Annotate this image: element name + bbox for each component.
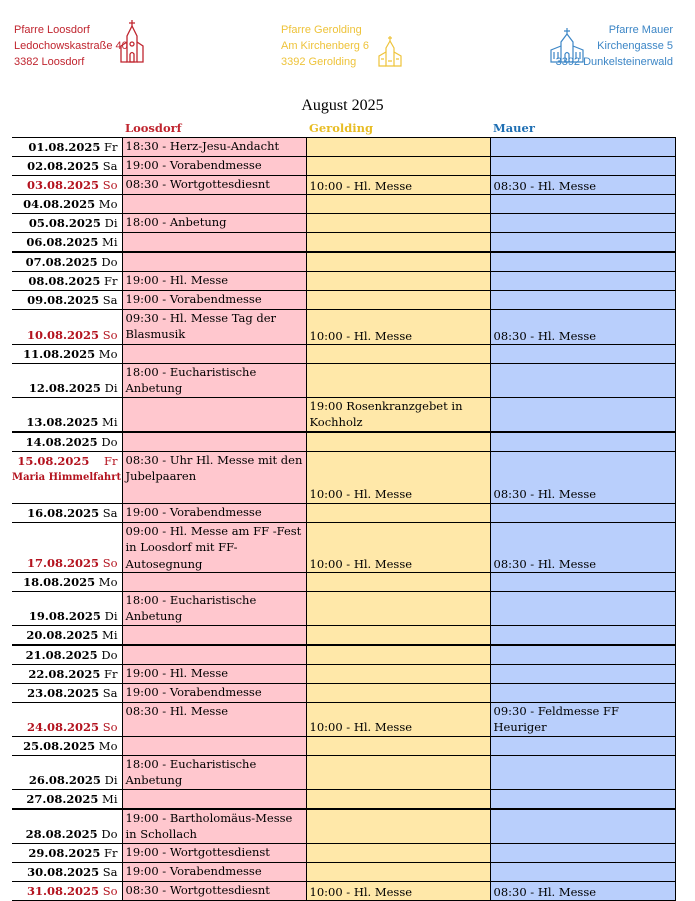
mauer-event-cell [490, 398, 675, 432]
date-cell [12, 364, 122, 398]
table-row [12, 626, 675, 646]
mauer-event-cell [490, 863, 675, 882]
gerolding-event-cell [306, 503, 490, 522]
loosdorf-event-cell [122, 432, 306, 452]
column-header-mauer: Mauer [493, 121, 535, 135]
mauer-event-cell [490, 573, 675, 592]
date-text: 19.08.2025 [28, 609, 101, 624]
gerolding-event-cell [306, 214, 490, 233]
gerolding-event-cell [306, 291, 490, 310]
table-row [12, 703, 675, 737]
table-row [12, 364, 675, 398]
schedule-table [12, 137, 676, 901]
mauer-event-cell [490, 252, 675, 272]
weekday-text: Fr [104, 140, 118, 154]
table-row [12, 345, 675, 364]
weekday-text: Do [101, 255, 118, 269]
date-cell [12, 665, 122, 684]
loosdorf-event-cell [122, 252, 306, 272]
mauer-event-cell [490, 755, 675, 789]
mauer-event-cell [490, 214, 675, 233]
loosdorf-event-cell [122, 645, 306, 665]
loosdorf-event-cell [122, 233, 306, 253]
gerolding-event-cell [306, 863, 490, 882]
mauer-event-cell [490, 645, 675, 665]
mauer-event-cell [490, 272, 675, 291]
mauer-event-cell [490, 684, 675, 703]
table-row [12, 233, 675, 253]
mauer-event-cell: 08:30 - Hl. Messe [490, 451, 675, 503]
gerolding-event-cell [306, 684, 490, 703]
date-text: 05.08.2025 [28, 216, 101, 230]
weekday-text: Sa [102, 293, 118, 307]
header-mauer-line2: Kirchengasse 5 [597, 40, 673, 52]
date-cell [12, 863, 122, 882]
weekday-text: Do [101, 827, 118, 842]
header-loosdorf [14, 22, 128, 70]
date-cell [12, 310, 122, 345]
date-cell [12, 573, 122, 592]
table-row [12, 157, 675, 176]
date-text: 27.08.2025 [26, 791, 99, 806]
gerolding-event-cell [306, 809, 490, 844]
gerolding-event-cell: 10:00 - Hl. Messe [306, 451, 490, 503]
date-text: 03.08.2025 [27, 178, 100, 192]
table-row [12, 592, 675, 626]
header-mauer-line3: 3392 Dunkelsteinerwald [555, 56, 673, 68]
table-row [12, 398, 675, 432]
date-text: 04.08.2025 [23, 197, 96, 211]
loosdorf-event-cell: 19:00 - Vorabendmesse [122, 863, 306, 882]
loosdorf-event-cell [122, 573, 306, 592]
loosdorf-event-cell [122, 345, 306, 364]
loosdorf-event-cell [122, 195, 306, 214]
weekday-text: Do [101, 648, 118, 663]
gerolding-event-cell: 10:00 - Hl. Messe [306, 310, 490, 345]
date-cell [12, 233, 122, 253]
mauer-event-cell [490, 665, 675, 684]
table-row [12, 176, 675, 195]
date-text: 20.08.2025 [26, 628, 99, 643]
date-cell [12, 844, 122, 863]
date-text: 11.08.2025 [23, 347, 96, 361]
loosdorf-event-cell: 19:00 - Wortgottesdienst [122, 844, 306, 863]
date-cell [12, 345, 122, 364]
date-cell [12, 736, 122, 755]
loosdorf-event-cell: 19:00 - Hl. Messe [122, 665, 306, 684]
gerolding-event-cell [306, 233, 490, 253]
table-row [12, 522, 675, 572]
mauer-event-cell [490, 626, 675, 646]
gerolding-event-cell [306, 736, 490, 755]
mauer-event-cell: 08:30 - Hl. Messe [490, 310, 675, 345]
header-loosdorf-line1: Pfarre Loosdorf [14, 24, 90, 36]
gerolding-event-cell [306, 755, 490, 789]
loosdorf-event-cell: 08:30 - Wortgottesdiesnt [122, 882, 306, 901]
header-gerolding-line1: Pfarre Gerolding [281, 24, 362, 36]
table-row [12, 291, 675, 310]
gerolding-event-cell [306, 345, 490, 364]
table-row [12, 252, 675, 272]
header-gerolding [281, 22, 369, 70]
date-cell [12, 789, 122, 809]
date-text: 21.08.2025 [25, 648, 98, 663]
header-gerolding-line3: 3392 Gerolding [281, 56, 357, 68]
loosdorf-event-cell: 19:00 - Vorabendmesse [122, 291, 306, 310]
weekday-text: Fr [104, 846, 118, 861]
date-text: 31.08.2025 [27, 884, 100, 899]
weekday-text: Mi [102, 414, 118, 429]
weekday-text: Di [104, 381, 118, 395]
page-title: August 2025 [301, 97, 384, 114]
gerolding-event-cell [306, 665, 490, 684]
header-gerolding-line2: Am Kirchenberg 6 [281, 40, 370, 52]
mauer-event-cell [490, 157, 675, 176]
mauer-event-cell [490, 844, 675, 863]
table-row [12, 844, 675, 863]
weekday-text: So [102, 328, 118, 342]
loosdorf-event-cell: 09:00 - Hl. Messe am FF -Fest in Loosdorf mit FF-Autosegnung [122, 522, 306, 572]
weekday-text: Di [104, 772, 118, 787]
loosdorf-event-cell: 19:00 - Vorabendmesse [122, 157, 306, 176]
date-cell [12, 755, 122, 789]
date-cell [12, 272, 122, 291]
date-text: 10.08.2025 [27, 328, 100, 342]
date-cell [12, 503, 122, 522]
date-cell [12, 522, 122, 572]
date-text: 01.08.2025 [28, 140, 101, 154]
table-row [12, 214, 675, 233]
loosdorf-event-cell: 18:30 - Herz-Jesu-Andacht [122, 138, 306, 157]
mauer-event-cell [490, 233, 675, 253]
gerolding-event-cell [306, 844, 490, 863]
table-row [12, 573, 675, 592]
gerolding-event-cell [306, 626, 490, 646]
table-row [12, 432, 675, 452]
gerolding-event-cell [306, 645, 490, 665]
table-row [12, 809, 675, 844]
date-cell [12, 882, 122, 901]
table-row [12, 882, 675, 901]
date-cell [12, 592, 122, 626]
gerolding-event-cell [306, 272, 490, 291]
column-header-gerolding: Gerolding [309, 121, 374, 135]
loosdorf-event-cell [122, 626, 306, 646]
weekday-text: So [102, 884, 118, 899]
date-text: 28.08.2025 [25, 827, 98, 842]
gerolding-event-cell [306, 789, 490, 809]
mauer-event-cell [490, 503, 675, 522]
weekday-text: So [102, 178, 118, 192]
loosdorf-event-cell: 18:00 - Anbetung [122, 214, 306, 233]
date-text: 02.08.2025 [27, 159, 100, 173]
gerolding-event-cell [306, 157, 490, 176]
weekday-text: Di [104, 216, 118, 230]
date-cell [12, 157, 122, 176]
loosdorf-event-cell: 18:00 - Eucharistische Anbetung [122, 755, 306, 789]
weekday-text: Mo [98, 347, 118, 361]
header-mauer-line1: Pfarre Mauer [608, 24, 673, 36]
mauer-event-cell [490, 345, 675, 364]
mauer-event-cell: 08:30 - Hl. Messe [490, 882, 675, 901]
date-text: 13.08.2025 [26, 414, 99, 429]
table-row [12, 195, 675, 214]
weekday-text: Fr [104, 453, 118, 468]
date-cell [12, 252, 122, 272]
loosdorf-event-cell: 19:00 - Bartholomäus-Messe in Schollach [122, 809, 306, 844]
loosdorf-event-cell: 19:00 - Vorabendmesse [122, 684, 306, 703]
header-loosdorf-line3: 3382 Loosdorf [14, 56, 85, 68]
table-row [12, 755, 675, 789]
weekday-text: So [102, 556, 118, 571]
date-text: 25.08.2025 [23, 738, 96, 753]
weekday-text: Mo [98, 575, 118, 590]
weekday-text: So [102, 719, 118, 734]
date-text: 14.08.2025 [25, 434, 98, 449]
mauer-event-cell: 08:30 - Hl. Messe [490, 522, 675, 572]
date-text: 09.08.2025 [27, 293, 100, 307]
loosdorf-event-cell: 18:00 - Eucharistische Anbetung [122, 364, 306, 398]
table-row [12, 451, 675, 503]
date-text: 29.08.2025 [28, 846, 101, 861]
weekday-text: Mo [98, 738, 118, 753]
mauer-event-cell [490, 138, 675, 157]
mauer-event-cell: 09:30 - Feldmesse FF Heuriger [490, 703, 675, 737]
date-cell [12, 138, 122, 157]
mauer-event-cell [490, 195, 675, 214]
weekday-text: Di [104, 609, 118, 624]
mauer-event-cell [490, 592, 675, 626]
gerolding-event-cell [306, 573, 490, 592]
church-logo-gerolding-icon [376, 34, 404, 68]
gerolding-event-cell: 10:00 - Hl. Messe [306, 882, 490, 901]
table-row [12, 684, 675, 703]
loosdorf-event-cell: 08:30 - Wortgottesdiesnt [122, 176, 306, 195]
date-cell [12, 451, 122, 503]
gerolding-event-cell: 10:00 - Hl. Messe [306, 176, 490, 195]
date-cell [12, 645, 122, 665]
date-text: 26.08.2025 [28, 772, 101, 787]
date-cell [12, 176, 122, 195]
weekday-text: Fr [104, 274, 118, 288]
church-logo-loosdorf-icon [118, 18, 146, 64]
date-text: 22.08.2025 [28, 667, 101, 682]
table-row [12, 665, 675, 684]
mauer-event-cell [490, 364, 675, 398]
gerolding-event-cell [306, 252, 490, 272]
header-loosdorf-line2: Ledochowskastraße 40 [14, 40, 128, 52]
gerolding-event-cell: 10:00 - Hl. Messe [306, 703, 490, 737]
date-cell [12, 195, 122, 214]
loosdorf-event-cell: 19:00 - Vorabendmesse [122, 503, 306, 522]
loosdorf-event-cell: 08:30 - Uhr Hl. Messe mit den Jubelpaaren [122, 451, 306, 503]
date-text: 12.08.2025 [28, 381, 101, 395]
table-row [12, 272, 675, 291]
table-row [12, 736, 675, 755]
table-row [12, 863, 675, 882]
weekday-text: Mi [102, 791, 118, 806]
column-header-loosdorf: Loosdorf [125, 121, 182, 135]
loosdorf-event-cell [122, 398, 306, 432]
loosdorf-event-cell [122, 789, 306, 809]
weekday-text: Mi [102, 235, 118, 249]
gerolding-event-cell [306, 138, 490, 157]
weekday-text: Mo [98, 197, 118, 211]
date-cell [12, 684, 122, 703]
date-cell [12, 214, 122, 233]
gerolding-event-cell: 10:00 - Hl. Messe [306, 522, 490, 572]
gerolding-event-cell: 19:00 Rosenkranzgebet in Kochholz [306, 398, 490, 432]
date-cell [12, 432, 122, 452]
mauer-event-cell [490, 432, 675, 452]
mauer-event-cell [490, 736, 675, 755]
date-cell [12, 809, 122, 844]
date-text: 18.08.2025 [23, 575, 96, 590]
date-text: 17.08.2025 [27, 556, 100, 571]
date-text: 16.08.2025 [27, 505, 100, 520]
header-mauer [556, 22, 673, 70]
date-text: 06.08.2025 [26, 235, 99, 249]
date-text: 30.08.2025 [27, 865, 100, 880]
loosdorf-event-cell: 19:00 - Hl. Messe [122, 272, 306, 291]
weekday-text: Mi [102, 628, 118, 643]
date-text: 15.08.2025 [17, 453, 90, 468]
feast-label: Maria Himmelfahrt [12, 471, 122, 483]
weekday-text: Sa [102, 159, 118, 173]
weekday-text: Sa [102, 865, 118, 880]
weekday-text: Do [101, 434, 118, 449]
loosdorf-event-cell: 09:30 - Hl. Messe Tag der Blasmusik [122, 310, 306, 345]
gerolding-event-cell [306, 364, 490, 398]
loosdorf-event-cell: 18:00 - Eucharistische Anbetung [122, 592, 306, 626]
weekday-text: Sa [102, 686, 118, 701]
loosdorf-event-cell: 08:30 - Hl. Messe [122, 703, 306, 737]
date-cell [12, 291, 122, 310]
table-row [12, 645, 675, 665]
table-row [12, 789, 675, 809]
date-cell [12, 398, 122, 432]
date-text: 23.08.2025 [27, 686, 100, 701]
table-row [12, 310, 675, 345]
mauer-event-cell [490, 809, 675, 844]
date-cell [12, 703, 122, 737]
date-text: 24.08.2025 [27, 719, 100, 734]
gerolding-event-cell [306, 432, 490, 452]
weekday-text: Fr [104, 667, 118, 682]
table-row [12, 503, 675, 522]
date-text: 07.08.2025 [25, 255, 98, 269]
gerolding-event-cell [306, 195, 490, 214]
mauer-event-cell [490, 789, 675, 809]
date-cell [12, 626, 122, 646]
loosdorf-event-cell [122, 736, 306, 755]
date-text: 08.08.2025 [28, 274, 101, 288]
table-row [12, 138, 675, 157]
mauer-event-cell: 08:30 - Hl. Messe [490, 176, 675, 195]
gerolding-event-cell [306, 592, 490, 626]
weekday-text: Sa [102, 505, 118, 520]
mauer-event-cell [490, 291, 675, 310]
